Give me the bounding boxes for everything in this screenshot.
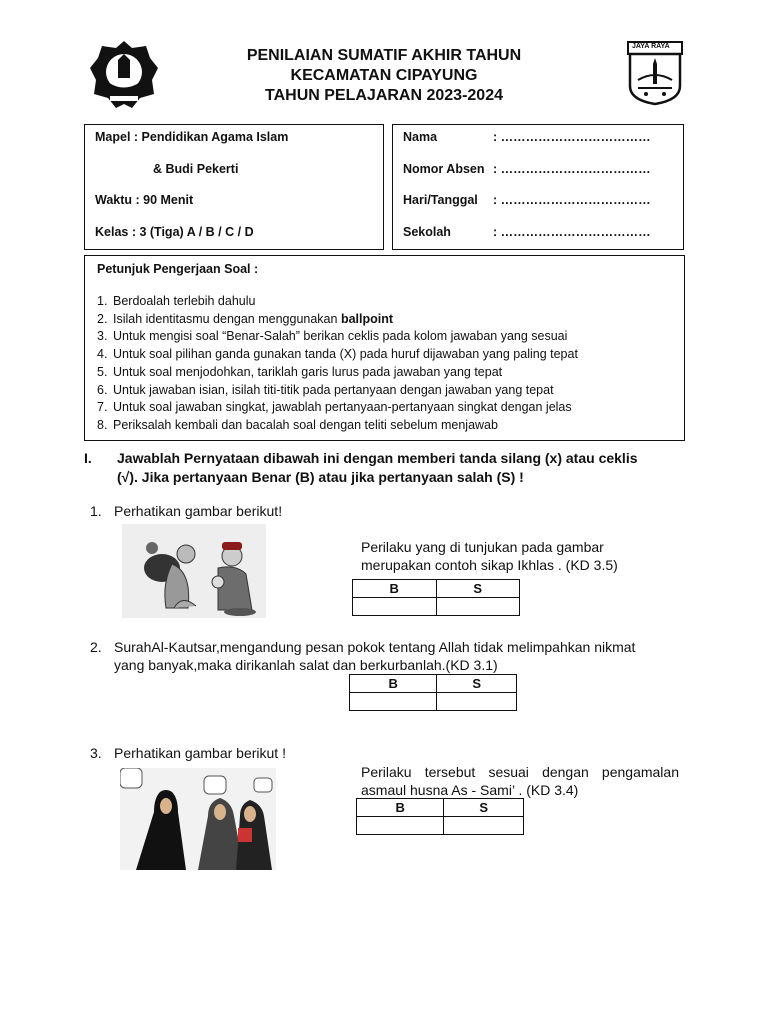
question-3-illustration xyxy=(120,768,276,870)
section-line-1: Jawablah Pernyataan dibawah ini dengan memberi tanda silang (x) atau ceklis xyxy=(117,450,638,466)
instruction-text: Untuk jawaban isian, isilah titi-titik pada pertanyaan dengan jawaban yang tepat xyxy=(113,382,554,397)
header-line-1: PENILAIAN SUMATIF AKHIR TAHUN xyxy=(246,47,522,64)
instruction-item xyxy=(97,346,578,364)
instruction-text: Periksalah kembali dan bacalah soal dengan teliti sebelum menjawab xyxy=(113,417,498,432)
question-3-number: 3. xyxy=(90,745,102,761)
answer-header-s: S xyxy=(436,580,520,598)
answer-cell-b[interactable] xyxy=(353,598,437,616)
instruction-text: Untuk soal jawaban singkat, jawablah pertanyaan-pertanyaan singkat dengan jelas xyxy=(113,400,572,415)
sekolah-label: Sekolah xyxy=(403,225,451,239)
answer-table-3 xyxy=(356,798,524,835)
document-header xyxy=(150,46,618,106)
section-number: I. xyxy=(84,450,92,466)
question-3-statement-line-1: Perilaku tersebut sesuai dengan pengamalan xyxy=(361,764,679,780)
nama-field[interactable]: : ……………………………… xyxy=(493,130,651,144)
question-2 xyxy=(90,638,690,676)
hari-label: Hari/Tanggal xyxy=(403,193,478,207)
instruction-number: 7. xyxy=(97,400,108,415)
instruction-number: 5. xyxy=(97,364,108,379)
answer-cell-s[interactable] xyxy=(437,693,517,711)
hari-field[interactable]: : ……………………………… xyxy=(493,193,651,207)
question-1-statement-line-1: Perilaku yang di tunjukan pada gambar xyxy=(361,539,604,555)
instructions-title: Petunjuk Pengerjaan Soal : xyxy=(97,262,259,276)
instruction-number: 6. xyxy=(97,382,108,397)
instruction-item xyxy=(97,399,578,417)
instruction-text: Isilah identitasmu dengan menggunakan xyxy=(113,311,341,326)
question-1-text: Perhatikan gambar berikut! xyxy=(114,503,283,519)
instruction-emphasis: ballpoint xyxy=(340,311,394,326)
student-info-box xyxy=(392,124,684,250)
answer-header-s: S xyxy=(437,675,517,693)
instruction-number: 3. xyxy=(97,329,108,344)
instruction-number: 1. xyxy=(97,294,108,308)
section-line-2: (√). Jika pertanyaan Benar (B) atau jika pertanyaan salah (S) ! xyxy=(117,469,524,485)
instruction-item xyxy=(97,382,578,400)
answer-header-b: B xyxy=(353,580,437,598)
section-instruction xyxy=(117,449,687,487)
instruction-text: Berdoalah terlebih dahulu xyxy=(113,294,256,308)
mapel-line: Mapel : Pendidikan Agama Islam xyxy=(95,130,289,144)
instruction-item xyxy=(97,311,578,329)
instruction-number: 8. xyxy=(97,417,108,432)
kelas-line: Kelas : 3 (Tiga) A / B / C / D xyxy=(95,225,254,239)
dki-jakarta-emblem xyxy=(626,40,684,106)
question-1 xyxy=(90,502,490,522)
instruction-text: Untuk soal pilihan ganda gunakan tanda (X) pada huruf dijawaban yang paling tepat xyxy=(113,347,578,362)
question-1-statement xyxy=(361,538,681,574)
answer-header-b: B xyxy=(357,799,444,817)
instruction-item xyxy=(97,364,578,382)
instruction-item xyxy=(97,293,578,311)
question-1-number: 1. xyxy=(90,503,102,519)
emblem-text: JAYA RAYA xyxy=(632,43,670,50)
question-2-line-1: SurahAl-Kautsar,mengandung pesan pokok tentang Allah tidak melimpahkan nikmat xyxy=(114,639,636,655)
instruction-text: Untuk mengisi soal “Benar-Salah” berikan ceklis pada kolom jawaban yang sesuai xyxy=(113,329,568,344)
question-3-text: Perhatikan gambar berikut ! xyxy=(114,745,286,761)
header-line-3: TAHUN PELAJARAN 2023-2024 xyxy=(265,87,503,104)
instruction-number: 4. xyxy=(97,347,108,362)
question-1-statement-line-2: merupakan contoh sikap Ikhlas . (KD 3.5) xyxy=(361,557,618,573)
question-2-line-2: yang banyak,maka dirikanlah salat dan berkurbanlah.(KD 3.1) xyxy=(114,657,498,673)
instructions-box xyxy=(84,255,685,441)
question-2-number: 2. xyxy=(90,639,102,655)
absen-field[interactable]: : ……………………………… xyxy=(493,162,651,176)
instruction-number: 2. xyxy=(97,311,108,326)
absen-label: Nomor Absen xyxy=(403,162,485,176)
question-3 xyxy=(90,744,490,764)
answer-cell-b[interactable] xyxy=(357,817,444,835)
instruction-text: Untuk soal menjodohkan, tariklah garis lurus pada jawaban yang tepat xyxy=(113,364,503,379)
waktu-line: Waktu : 90 Menit xyxy=(95,193,194,207)
instructions-list xyxy=(97,293,578,435)
instruction-item xyxy=(97,328,578,346)
answer-table-2 xyxy=(349,674,517,711)
mapel-continuation: & Budi Pekerti xyxy=(153,162,239,176)
sekolah-field[interactable]: : ……………………………… xyxy=(493,225,651,239)
answer-cell-s[interactable] xyxy=(436,598,520,616)
question-3-statement xyxy=(361,763,679,799)
instruction-item xyxy=(97,417,578,435)
header-line-2: KECAMATAN CIPAYUNG xyxy=(290,67,478,84)
answer-header-s: S xyxy=(444,799,524,817)
nama-label: Nama xyxy=(403,130,438,144)
question-3-statement-line-2: asmaul husna As - Sami’ . (KD 3.4) xyxy=(361,782,579,798)
question-1-illustration xyxy=(122,524,266,618)
answer-cell-s[interactable] xyxy=(444,817,524,835)
answer-cell-b[interactable] xyxy=(350,693,437,711)
answer-table-1 xyxy=(352,579,520,616)
answer-header-b: B xyxy=(350,675,437,693)
subject-info-box xyxy=(84,124,384,250)
